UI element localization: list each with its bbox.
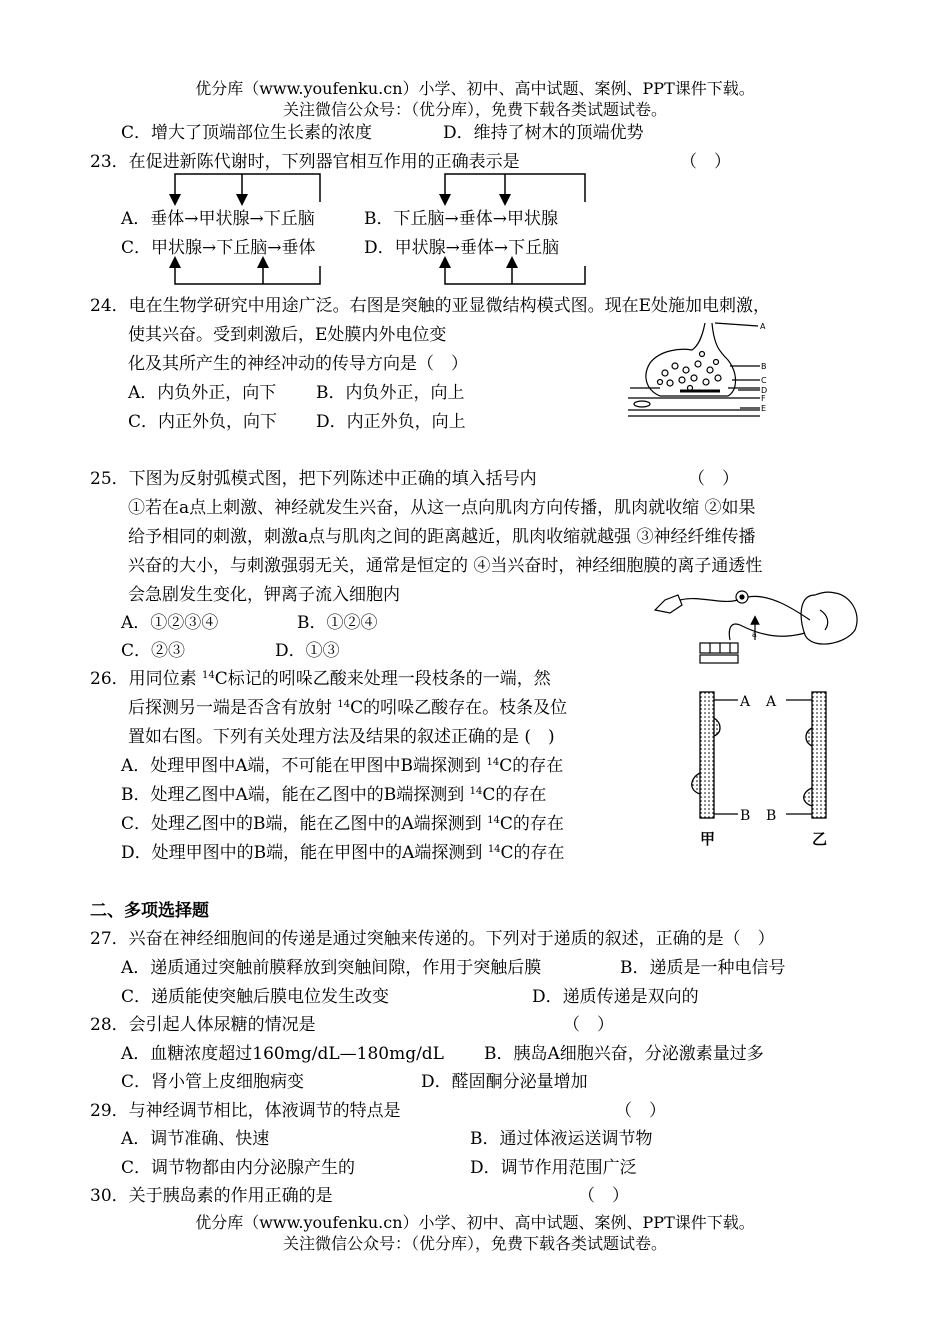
- synapse-diagram: [620, 318, 780, 418]
- q26-option-a: A．处理甲图中A端，不可能在甲图中B端探测到 $^{14}$C的存在: [121, 756, 564, 776]
- q29-option-b: B．通过体液运送调节物: [470, 1129, 653, 1149]
- q25-stem: 25．下图为反射弧模式图，把下列陈述中正确的填入括号内: [90, 469, 537, 489]
- q26-line-1: 26．用同位素 $^{14}$C标记的吲哚乙酸来处理一段枝条的一端，然: [90, 669, 551, 689]
- twig-diagram: [680, 688, 840, 858]
- twig-yi-caption: 乙: [812, 830, 828, 848]
- twig-yi-label-a: A: [766, 694, 777, 710]
- synapse-label-d: D: [761, 386, 768, 395]
- q23-arrow-diagram: [120, 170, 600, 290]
- q28-option-c: C．肾小管上皮细胞病变: [121, 1072, 305, 1092]
- q23-paren: （ ）: [680, 152, 731, 172]
- twig-yi-label-b: B: [766, 808, 777, 824]
- q29-paren: （ ）: [615, 1101, 666, 1121]
- synapse-label-c: C: [761, 376, 767, 385]
- q25-option-c: C．②③: [121, 641, 186, 661]
- q29-option-d: D．调节作用范围广泛: [470, 1158, 637, 1178]
- q27-option-b: B．递质是一种电信号: [620, 958, 786, 978]
- q25-paren: （ ）: [688, 469, 739, 489]
- q24-line-3: 化及其所产生的神经冲动的传导方向是（ ）: [128, 354, 468, 374]
- q23-option-a: A．垂体→甲状腺→下丘脑: [121, 209, 315, 229]
- q25-option-d: D．①③: [275, 641, 340, 661]
- q27-option-c: C．递质能使突触后膜电位发生改变: [121, 987, 390, 1007]
- q23-stem: 23．在促进新陈代谢时，下列器官相互作用的正确表示是: [90, 152, 520, 172]
- synapse-label-e: E: [761, 404, 767, 413]
- q24-line-2: 使其兴奋。受到刺激后，E处膜内外电位变: [128, 325, 447, 345]
- q27-stem: 27．兴奋在神经细胞间的传递是通过突触来传递的。下列对于递质的叙述，正确的是（ ）: [90, 929, 775, 949]
- q27-option-d: D．递质传递是双向的: [532, 987, 699, 1007]
- q24-option-b: B．内负外正，向上: [316, 383, 465, 403]
- synapse-label-a: A: [760, 322, 766, 331]
- q28-option-d: D．醛固酮分泌量增加: [421, 1072, 588, 1092]
- q26-line-2: 后探测另一端是否含有放射 $^{14}$C的吲哚乙酸存在。枝条及位: [128, 698, 568, 718]
- footer-line-2: 关注微信公众号：（优分库），免费下载各类试题试卷。: [282, 1234, 667, 1253]
- synapse-label-b: B: [761, 362, 767, 371]
- q25-line-2: 给予相同的刺激，刺激a点与肌肉之间的距离越近，肌肉收缩就越强 ③神经纤维传播: [128, 527, 756, 547]
- q24-option-c: C．内正外负，向下: [128, 412, 278, 432]
- q25-line-3: 兴奋的大小，与刺激强弱无关，通常是恒定的 ④当兴奋时，神经细胞膜的离子通透性: [128, 556, 763, 576]
- q26-option-d: D．处理甲图中的B端，能在甲图中的A端探测到 $^{14}$C的存在: [121, 843, 565, 863]
- q27-option-a: A．递质通过突触前膜释放到突触间隙，作用于突触后膜: [121, 958, 542, 978]
- header-line-2: 关注微信公众号：（优分库），免费下载各类试题试卷。: [282, 100, 667, 119]
- q26-option-c: C．处理乙图中的B端，能在乙图中的A端探测到 $^{14}$C的存在: [121, 814, 564, 834]
- q28-paren: （ ）: [563, 1015, 614, 1035]
- q26-option-b: B．处理乙图中A端，能在乙图中的B端探测到 $^{14}$C的存在: [121, 785, 547, 805]
- twig-jia-label-b: B: [740, 808, 751, 824]
- q28-option-a: A．血糖浓度超过160mg/dL—180mg/dL: [121, 1044, 444, 1064]
- reflex-arc-label-a: a: [752, 630, 757, 639]
- q24-option-a: A．内负外正，向下: [128, 383, 277, 403]
- q29-option-a: A．调节准确、快速: [121, 1129, 270, 1149]
- q26-line-3: 置如右图。下列有关处理方法及结果的叙述正确的是 ( ): [128, 727, 555, 747]
- q23-option-c: C．甲状腺→下丘脑→垂体: [121, 238, 316, 258]
- q28-option-b: B．胰岛A细胞兴奋，分泌激素量过多: [484, 1044, 764, 1064]
- q30-stem: 30．关于胰岛素的作用正确的是: [90, 1186, 333, 1206]
- q24-option-d: D．内正外负，向上: [316, 412, 466, 432]
- header-line-1: 优分库（www.youfenku.cn）小学、初中、高中试题、案例、PPT课件下载。: [195, 79, 755, 98]
- q25-line-4: 会急剧发生变化，钾离子流入细胞内: [128, 585, 400, 605]
- synapse-label-f: F: [761, 394, 766, 403]
- q29-stem: 29．与神经调节相比，体液调节的特点是: [90, 1101, 401, 1121]
- q25-line-1: ①若在a点上刺激、神经就发生兴奋，从这一点向肌肉方向传播，肌肉就收缩 ②如果: [128, 498, 756, 518]
- q23-option-b: B．下丘脑→垂体→甲状腺: [364, 209, 558, 229]
- q22-option-d: D．维持了树木的顶端优势: [443, 123, 644, 143]
- twig-jia-caption: 甲: [700, 830, 716, 848]
- section-2-title: 二、多项选择题: [90, 901, 209, 921]
- reflex-arc-diagram: [650, 585, 870, 670]
- footer-line-1: 优分库（www.youfenku.cn）小学、初中、高中试题、案例、PPT课件下载。: [195, 1213, 755, 1232]
- q25-option-b: B．①②④: [297, 613, 378, 633]
- q22-option-c: C．增大了顶端部位生长素的浓度: [121, 123, 373, 143]
- q30-paren: （ ）: [578, 1186, 629, 1206]
- q24-line-1: 24．电在生物学研究中用途广泛。右图是突触的亚显微结构模式图。现在E处施加电刺激，: [90, 296, 771, 316]
- q29-option-c: C．调节物都由内分泌腺产生的: [121, 1158, 356, 1178]
- q25-option-a: A．①②③④: [121, 613, 219, 633]
- q28-stem: 28．会引起人体尿糖的情况是: [90, 1015, 316, 1035]
- q23-option-d: D．甲状腺→垂体→下丘脑: [364, 238, 560, 258]
- twig-jia-label-a: A: [740, 694, 751, 710]
